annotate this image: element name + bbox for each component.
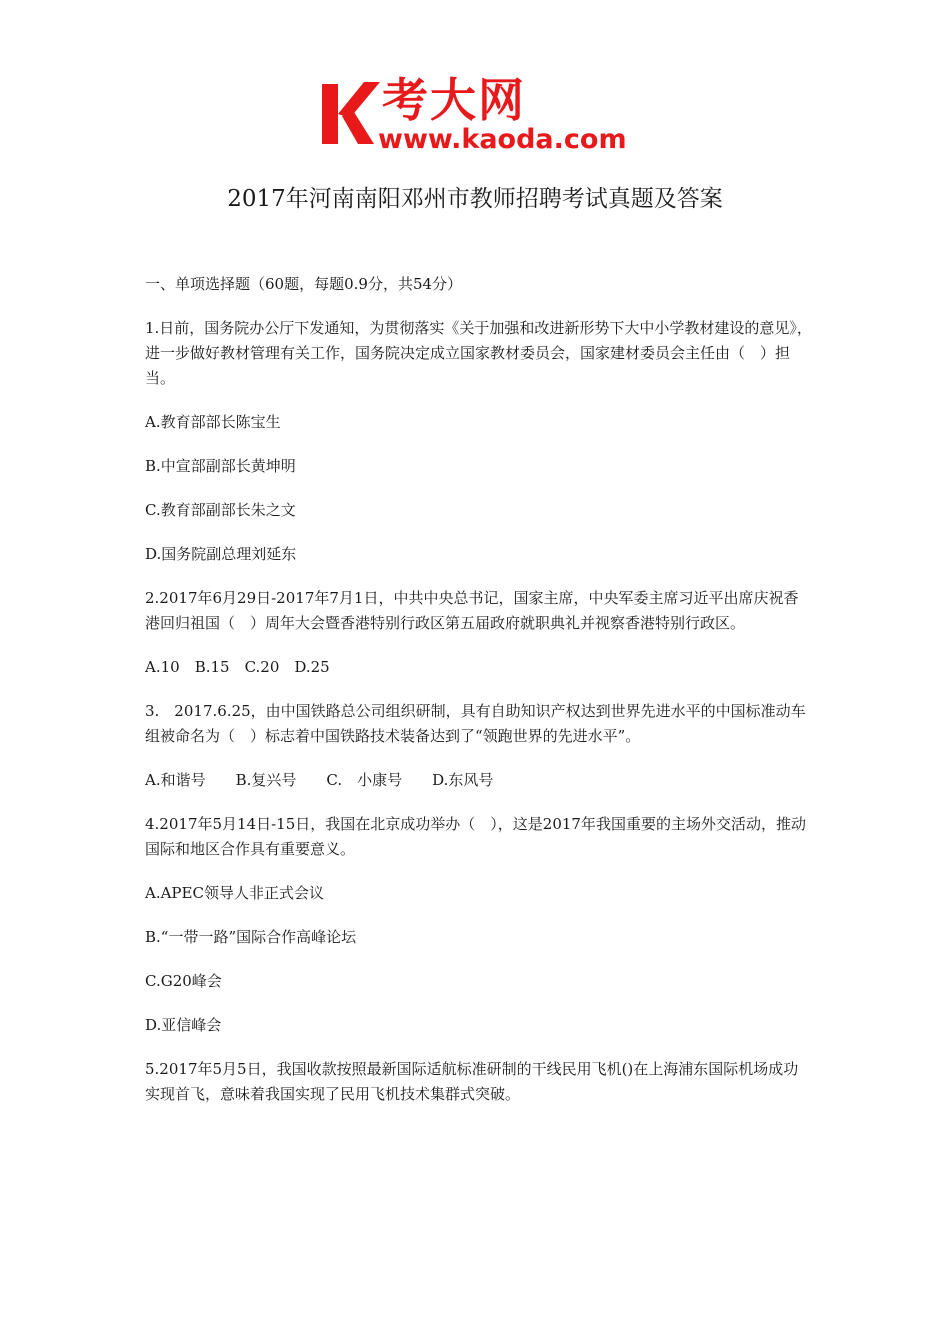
question-4-option-b: B.“一带一路”国际合作高峰论坛 bbox=[145, 928, 357, 946]
question-3-stem: 3. 2017.6.25，由中国铁路总公司组织研制，具有自助知识产权达到世界先进水平的中国标准动车组被命名为（ ）标志着中国铁路技术装备达到了“领跑世界的先进水平”。 bbox=[145, 702, 806, 745]
logo-url: www.kaoda.com bbox=[378, 124, 627, 155]
logo-name: 考大网 bbox=[382, 73, 526, 127]
question-1-option-a: A.教育部部长陈宝生 bbox=[145, 413, 281, 431]
question-1-stem: 1.日前，国务院办公厅下发通知，为贯彻落实《关于加强和改进新形势下大中小学教材建设的意见》，进一步做好教材管理有关工作，国务院决定成立国家教材委员会，国家建材委员会主任由（ ）担当。 bbox=[145, 319, 812, 387]
question-2-stem: 2.2017年6月29日-2017年7月1日，中共中央总书记，国家主席，中央军委主席习近平出席庆祝香港回归祖国（ ）周年大会暨香港特别行政区第五届政府就职典礼并视察香港特别行政区。 bbox=[145, 589, 799, 632]
section-heading: 一、单项选择题（60题，每题0.9分，共54分） bbox=[145, 275, 463, 293]
question-1-option-d: D.国务院副总理刘延东 bbox=[145, 545, 297, 563]
question-5-stem: 5.2017年5月5日，我国收款按照最新国际适航标准研制的干线民用飞机()在上海浦东国际机场成功实现首飞，意味着我国实现了民用飞机技术集群式突破。 bbox=[145, 1060, 799, 1103]
document-body bbox=[145, 272, 813, 1107]
question-4-option-a: A.APEC领导人非正式会议 bbox=[145, 884, 324, 902]
question-2-options: A.10 B.15 C.20 D.25 bbox=[145, 658, 330, 676]
kaoda-logo bbox=[318, 73, 638, 160]
question-4-option-c: C.G20峰会 bbox=[145, 972, 222, 990]
question-4-option-d: D.亚信峰会 bbox=[145, 1016, 222, 1034]
question-1-option-c: C.教育部副部长朱之文 bbox=[145, 501, 296, 519]
k-logo-icon bbox=[318, 78, 382, 148]
question-3-options: A.和谐号 B.复兴号 C. 小康号 D.东风号 bbox=[145, 771, 494, 789]
page-title: 2017年河南南阳邓州市教师招聘考试真题及答案 bbox=[227, 186, 723, 212]
question-4-stem: 4.2017年5月14日-15日，我国在北京成功举办（ ），这是2017年我国重要的主场外交活动，推动国际和地区合作具有重要意义。 bbox=[145, 815, 806, 858]
question-1-option-b: B.中宣部副部长黄坤明 bbox=[145, 457, 296, 475]
